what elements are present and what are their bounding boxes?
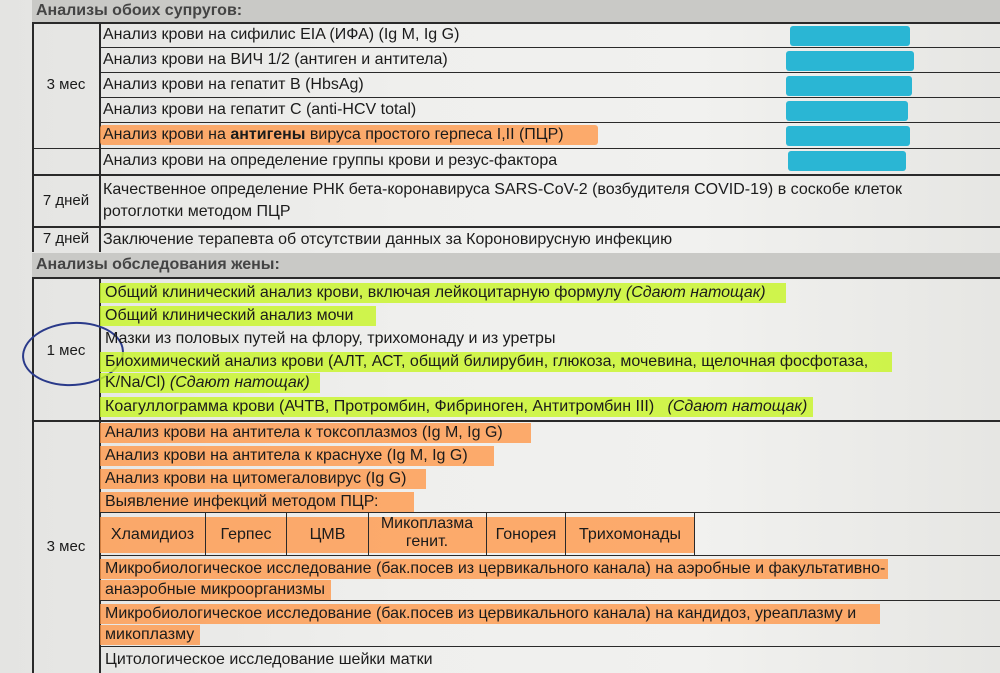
period-label: 3 мес (46, 76, 86, 93)
highlight-mark (786, 126, 910, 146)
test-row-microbio-candida: Микробиологическое исследование (бак.посев из цервикального канала) на кандидоз, уреаплазму и (100, 604, 880, 624)
row-divider (99, 72, 1000, 73)
highlight-mark (790, 26, 910, 46)
test-row-coagulogram: Коагуллограмма крови (АЧТВ, Протромбин, Фибриноген, Антитромбин III) (Сдают натощак) (100, 397, 813, 417)
row-divider (99, 512, 1000, 513)
covid-test-line: Качественное определение РНК бета-коронавируса SARS-CoV-2 (возбудителя COVID-19) в соскобе клеток (103, 181, 903, 198)
period-label: 3 мес (46, 538, 86, 555)
test-row: Анализ крови на гепатит С (anti-HCV total) (103, 101, 417, 118)
highlight-mark (786, 101, 908, 121)
test-row-biochemistry: Биохимический анализ крови (АЛТ, АСТ, общий билирубин, глюкоза, мочевина, щелочная фосфотаза, (100, 352, 892, 372)
table-border (32, 22, 1000, 24)
pcr-cell: Микоплазма генит. (380, 515, 474, 550)
row-divider (99, 646, 1000, 647)
covid-test-line: ротоглотки методом ПЦР (103, 203, 291, 220)
test-row-cmv: Анализ крови на цитомегаловирус (Ig G) (100, 469, 426, 489)
pcr-cell: Хламидиоз (110, 526, 195, 543)
period-label: 7 дней (42, 230, 90, 247)
row-divider (32, 226, 1000, 228)
row-divider (99, 97, 1000, 98)
pcr-cell: ЦМВ (309, 526, 346, 543)
test-row-microbio-aerobic-cont: анаэробные микроорганизмы (100, 580, 331, 600)
test-row-biochemistry-cont: K/Na/Cl) (Сдают натощак) (100, 373, 320, 393)
cell-divider (694, 512, 695, 555)
test-row: Анализ крови на ВИЧ 1/2 (антиген и антитела) (103, 51, 448, 68)
therapist-row: Заключение терапевта об отсутствии данных за Короновирусную инфекцию (103, 231, 673, 248)
row-divider (99, 555, 1000, 556)
row-divider (32, 420, 1000, 422)
test-row-cytology: Цитологическое исследование шейки матки (105, 651, 433, 668)
row-divider (32, 174, 1000, 176)
test-row: Анализ крови на определение группы крови и резус-фактора (103, 152, 558, 169)
row-divider (99, 47, 1000, 48)
highlight-mark (786, 51, 914, 71)
test-row: Анализ крови на гепатит В (HbsAg) (103, 76, 364, 93)
test-row-toxoplasma: Анализ крови на антитела к токсоплазмоз (Ig M, Ig G) (100, 423, 531, 443)
period-label: 7 дней (42, 192, 90, 209)
test-row-blood-general: Общий клинический анализ крови, включая лейкоцитарную формулу (Сдают натощак) (100, 283, 786, 303)
highlight-mark (788, 151, 906, 171)
table-border-left (32, 22, 34, 252)
test-row-microbio-aerobic: Микробиологическое исследование (бак.посев из цервикального канала) на аэробные и факультативно- (100, 559, 888, 579)
cell-divider (368, 512, 369, 555)
test-row-microbio-candida-cont: микоплазму (100, 625, 200, 645)
test-row-smear: Мазки из половых путей на флору, трихомонаду и из уретры (105, 330, 556, 347)
pcr-cell: Герпес (220, 526, 272, 543)
section-header-wife: Анализы обследования жены: (32, 253, 1000, 277)
test-row-rubella: Анализ крови на антитела к краснухе (Ig M, Ig G) (100, 446, 494, 466)
row-divider (99, 600, 1000, 601)
row-divider (32, 148, 1000, 149)
section-header-both-spouses: Анализы обоих супругов: (32, 0, 1000, 22)
table-border (32, 277, 1000, 279)
test-row-pcr: Выявление инфекций методом ПЦР: (100, 492, 414, 512)
row-divider (99, 122, 1000, 123)
highlight-mark (786, 76, 912, 96)
test-row-herpes: Анализ крови на антигены вируса простого герпеса I,II (ПЦР) (100, 125, 598, 145)
test-row-urine: Общий клинический анализ мочи (100, 306, 376, 326)
test-row: Анализ крови на сифилис EIA (ИФА) (Ig M, Ig G) (103, 26, 460, 43)
pcr-cell: Гонорея (495, 526, 557, 543)
period-label: 1 мес (46, 342, 86, 359)
pcr-cell: Трихомонады (579, 526, 681, 543)
